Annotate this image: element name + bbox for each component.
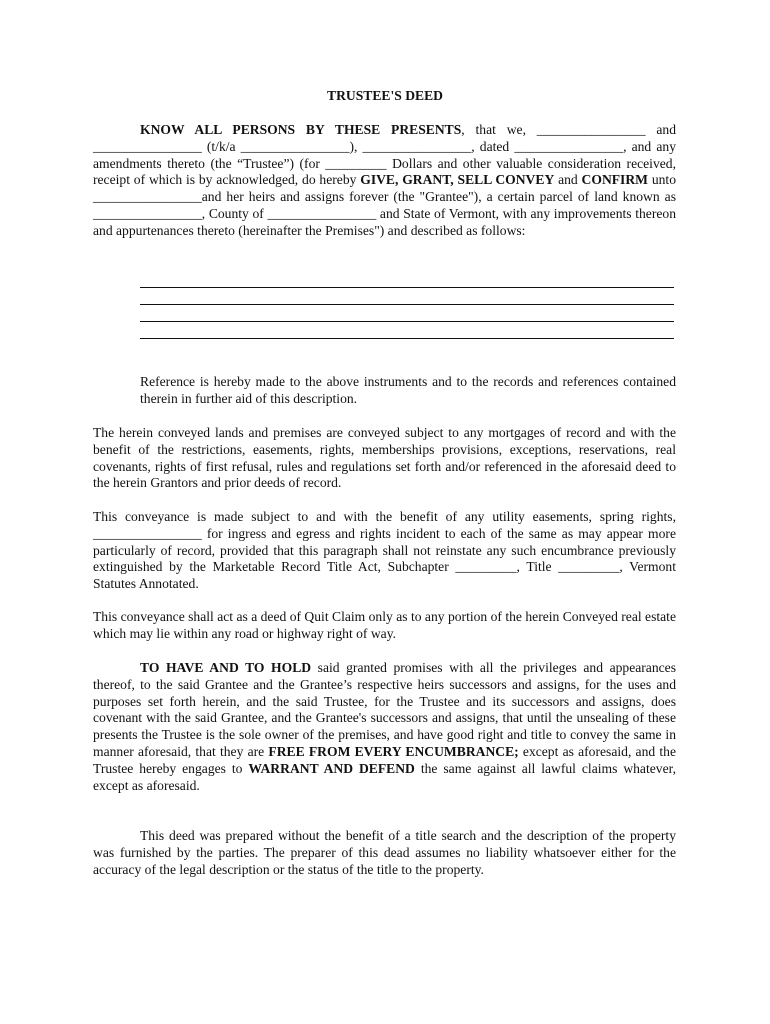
restrictions-paragraph: The herein conveyed lands and premises are conveyed subject to any mortgages of record and with the benefit of the restrictions, easements, rights, memberships provisions, exceptions, reservations, real covenants, rights of first refusal, rules and regulations set forth and/or referenced in the aforesaid deed to the herein Grantors and prior deeds of record.: [93, 425, 676, 491]
conjunction-text: and: [554, 172, 582, 188]
easements-paragraph: This conveyance is made subject to and with the benefit of any utility easements, spring rights, ________________ for ingress and egress and rights incident to each of the same as may appear more particularly of record, provided that this paragraph shall not reinstate any such encumbrance previously extinguished by the Marketable Record Title Act, Subchapter _________, Title _________, Vermont Statutes Annotated.: [93, 509, 676, 592]
to-have-and-to-hold-heading: TO HAVE AND TO HOLD: [140, 660, 312, 675]
warrant-and-defend-term: WARRANT AND DEFEND: [248, 760, 415, 776]
free-from-encumbrance-term: FREE FROM EVERY ENCUMBRANCE;: [268, 743, 519, 759]
parties-text: , that we, ________________ and ________________ (t/k/a ________________), ________________, dated ________________, and any amendments thereto (the “Trustee”) (for _________ Dollars and other valuable consideration received, receipt of which is by acknowledged, do hereby: [93, 122, 676, 188]
description-line-2: [140, 304, 674, 305]
disclaimer-paragraph: This deed was prepared without the benefit of a title search and the description of the property was furnished by the parties. The preparer of this dead assumes no liability whatsoever either for the accuracy of the legal description or the status of the title to the property.: [93, 828, 676, 877]
confirm-term: CONFIRM: [581, 172, 648, 188]
claims-text: the same against all lawful claims whatever, except as aforesaid.: [93, 760, 676, 793]
document-title: TRUSTEE'S DEED: [327, 88, 443, 103]
grant-terms: GIVE, GRANT, SELL CONVEY: [360, 172, 555, 188]
description-line-1: [140, 287, 674, 288]
habendum-paragraph: [93, 660, 676, 794]
description-line-3: [140, 321, 674, 322]
conveyance-paragraph: [93, 122, 676, 240]
habendum-text: said granted promises with all the privileges and appearances thereof, to the said Grantee and the Grantee’s respective heirs successors and assigns, for the uses and purposes set forth herein, and the said Trustee, for the Trustee and its successors and assigns, does covenant with the said Grantee, and the Grantee's successors and assigns, that until the unsealing of these presents the Trustee is the sole owner of the premises, and have good right and title to convey the same in manner aforesaid, that they are: [93, 660, 676, 759]
reference-paragraph: Reference is hereby made to the above instruments and to the records and references contained therein in further aid of this description.: [140, 374, 676, 406]
description-line-4: [140, 338, 674, 339]
engagement-text: except as aforesaid, and the Trustee hereby engages to: [93, 743, 676, 776]
grantee-text: unto ________________and her heirs and assigns forever (the "Grantee"), a certain parcel of land known as ________________, County of ________________ and State of Vermont, with any improvements thereon and appurtenances thereto (hereinafter the Premises") and described as follows:: [93, 172, 676, 238]
quit-claim-paragraph: This conveyance shall act as a deed of Quit Claim only as to any portion of the herein Conveyed real estate which may lie within any road or highway right of way.: [93, 609, 676, 641]
know-all-persons-heading: KNOW ALL PERSONS BY THESE PRESENTS: [140, 122, 462, 137]
